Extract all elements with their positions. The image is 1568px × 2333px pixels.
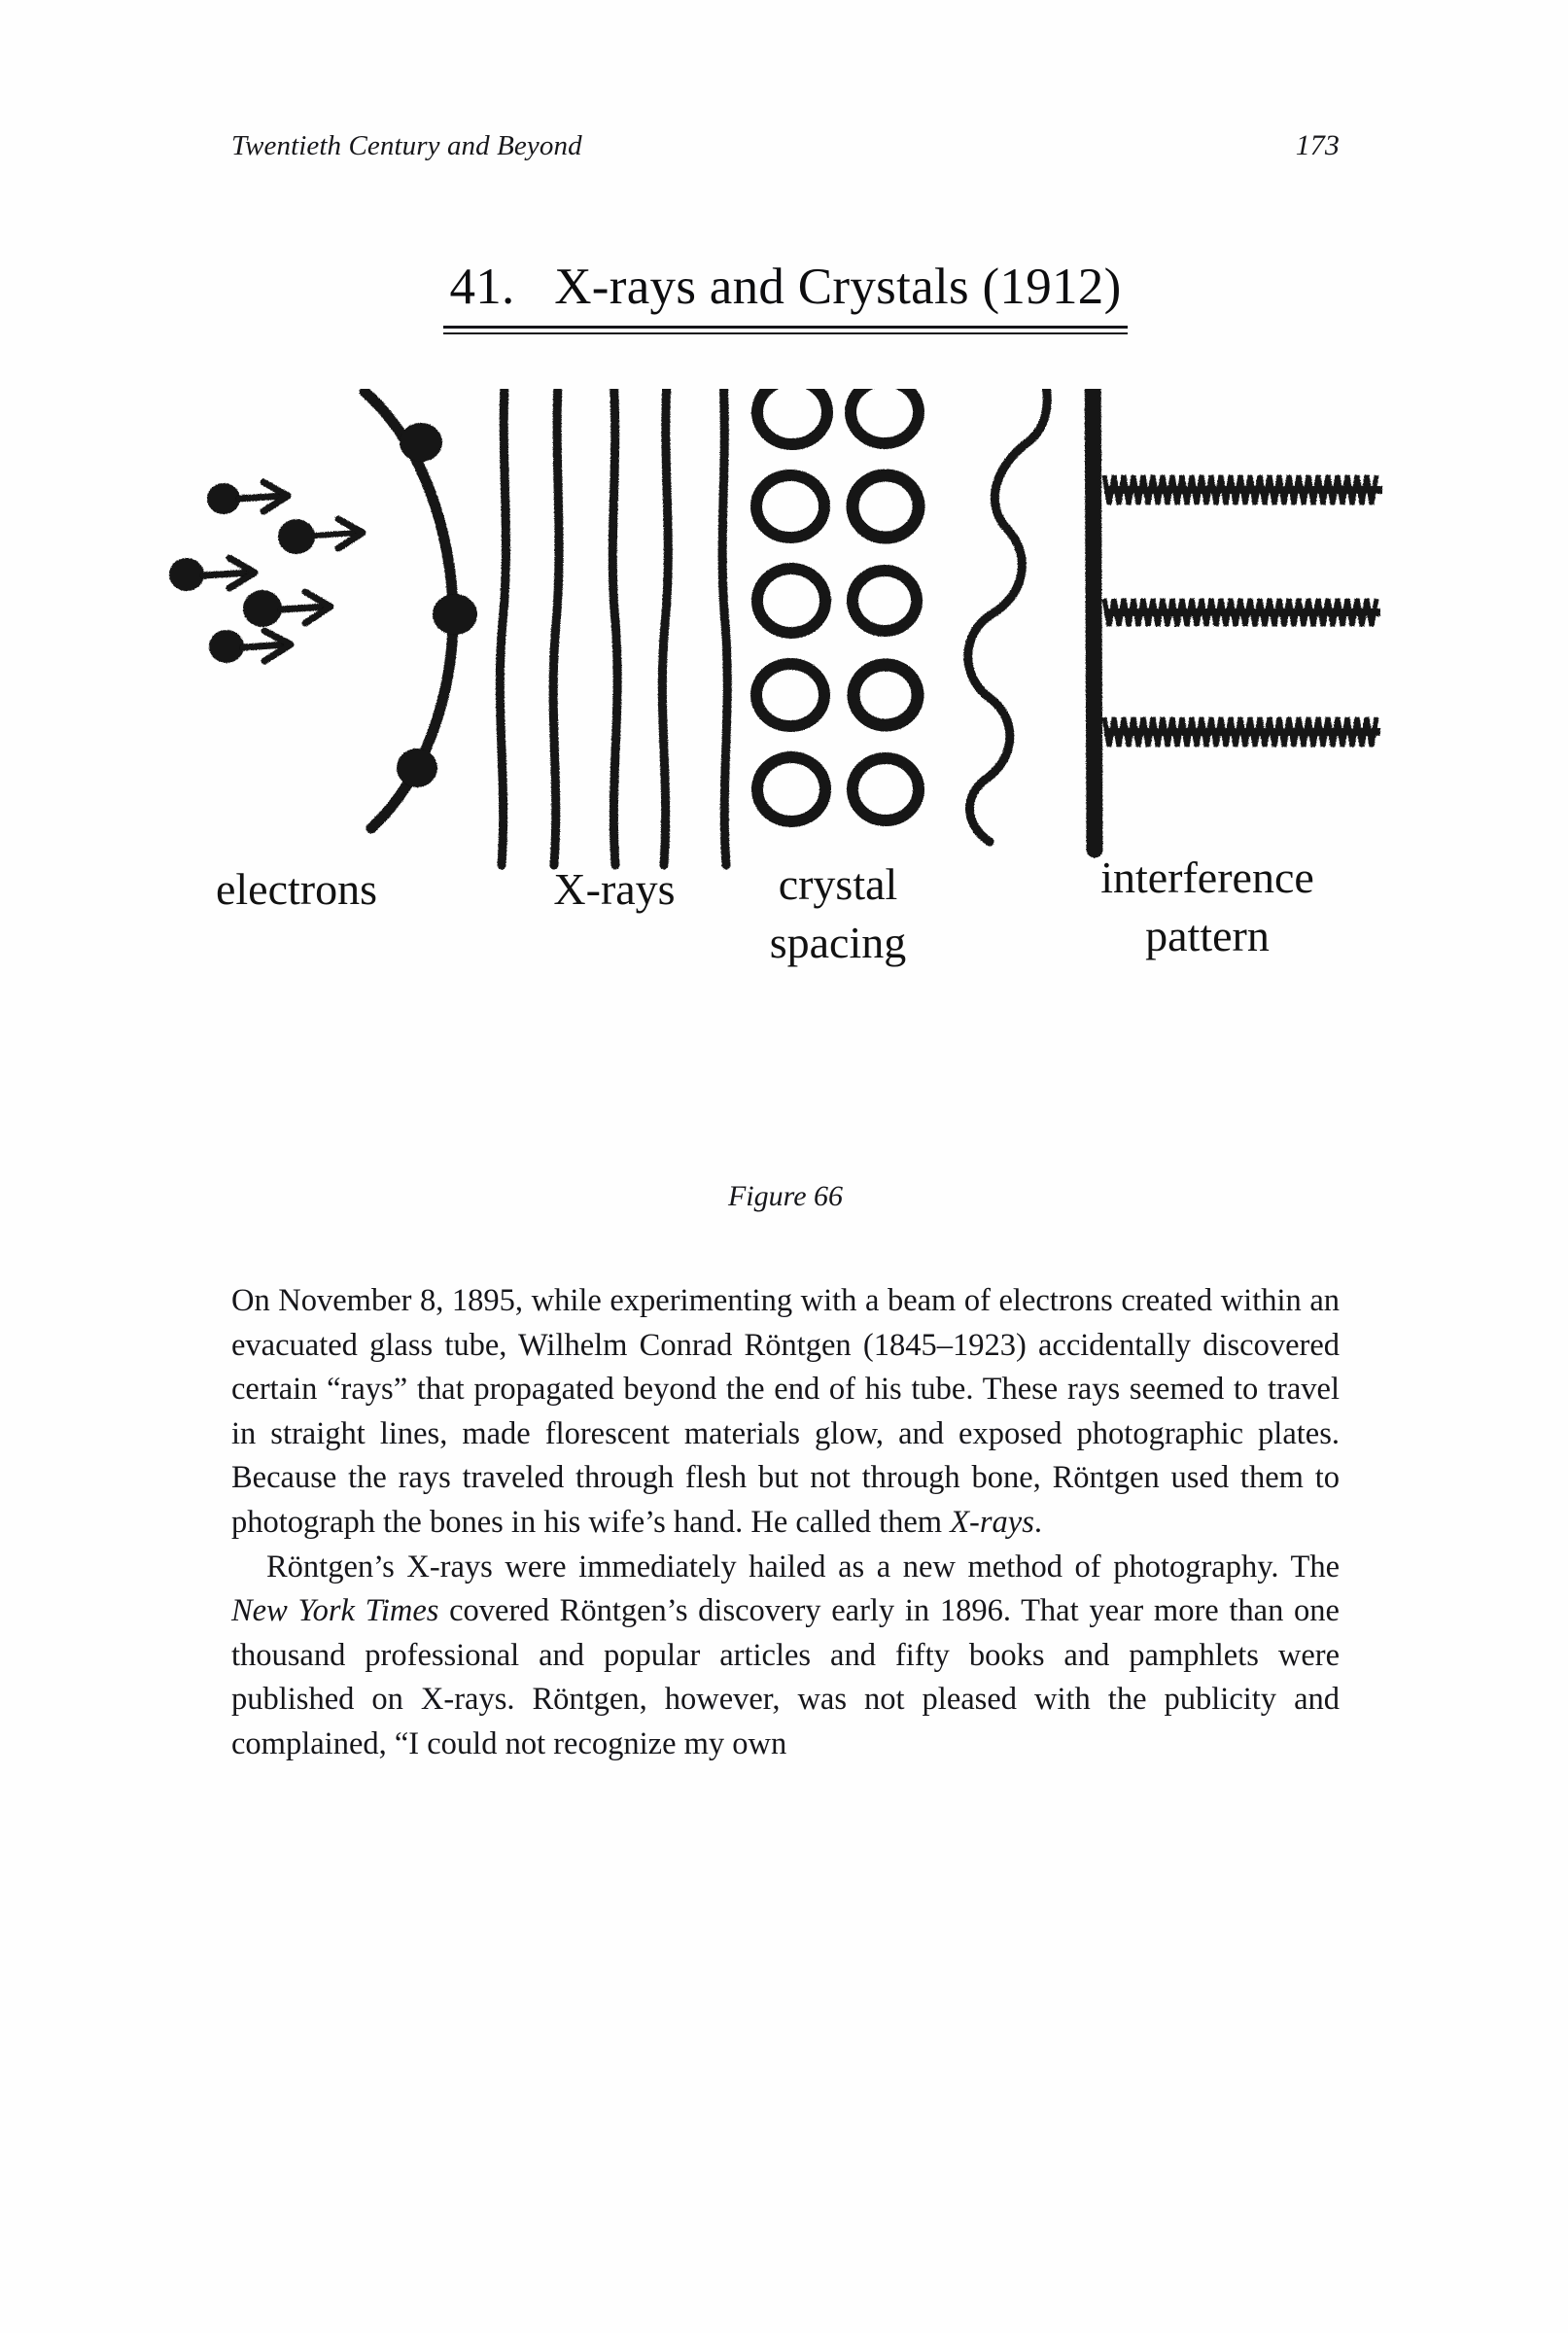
crystal-atom [853,571,917,631]
arc-dot [397,749,437,787]
page-number: 173 [1295,129,1340,161]
incident-wave [968,389,1048,842]
crystal-atom [853,475,919,538]
label-crystal-line1: crystal [778,859,898,909]
electrons-panel [169,392,477,828]
diffraction-band [1104,599,1380,626]
electron-arrow [281,607,327,609]
crystal-atom [757,569,825,633]
label-crystal-line2: spacing [769,918,907,967]
paragraph-1-text-a: On November 8, 1895, while experimenting with a beam of electrons created within an evacuated glass tube, Wilhelm Conrad Röntgen (1845–1923) accidentally discovered certain “rays” that propagated beyond the end of his tube. These rays seemed to travel in straight lines, made florescent materials glow, and exposed photographic plates. Because the rays traveled through flesh but not through bone, Röntgen used them to photograph the bones in his wife’s hand. He called them [231,1283,1340,1540]
diffraction-band [1104,475,1382,505]
xray-line [500,389,505,865]
diffraction-band [1104,717,1380,747]
chapter-title-container [231,258,1340,329]
paragraph-1 [231,1279,1340,1546]
crystal-atom [757,757,825,821]
paragraph-2-italic-term: New York Times [231,1593,439,1629]
paragraph-2-text-a: Röntgen’s X-rays were immediately hailed as a new method of photography. The [266,1549,1340,1584]
electron-dot [243,590,282,627]
arc-dot [400,423,442,462]
xray-line [662,389,668,865]
paragraph-1-italic-term: X-rays [950,1504,1034,1540]
crystal-atom [756,664,824,726]
crystal-atom [756,475,824,538]
crystal-atom [851,389,919,443]
running-head-title: Twentieth Century and Beyond [231,130,582,161]
electron-arrow [203,573,251,575]
arc-dot [433,594,477,635]
xray-line [553,389,559,865]
crystal-atom [854,665,918,725]
electron-arrow [239,496,284,499]
xray-panel [500,389,727,865]
interference-panel [968,389,1382,850]
detector-plate [1093,389,1095,850]
xray-line [722,389,727,865]
electron-dot [209,630,244,663]
electron-dot [278,519,315,554]
figure-caption: Figure 66 [727,1180,844,1212]
crystal-panel [756,389,919,821]
page-title: 41. X-rays and Crystals (1912) [443,258,1127,329]
label-interference-line1: interference [1100,853,1314,902]
label-interference-line2: pattern [1145,911,1270,960]
label-xrays: X-rays [553,864,676,914]
xray-line [612,389,617,865]
running-head [231,129,1340,162]
body-text [231,1279,1340,1767]
label-electrons: electrons [215,864,378,914]
electron-arrow [243,644,286,647]
electron-dot [169,558,204,591]
electron-dot [207,483,240,514]
crystal-atom [757,389,827,444]
figure-66 [165,389,1429,1186]
paragraph-2-text-b: covered Röntgen’s discovery early in 1896. That year more than one thousand professional and popular articles and fifty books and pamphlets were published on X-rays. Röntgen, however, was not pleased with the publicity and complained, “I could not recognize my own [231,1593,1340,1761]
paragraph-1-text-b: . [1033,1504,1042,1540]
paragraph-2 [231,1546,1340,1767]
electron-arrow [314,533,358,536]
figure-illustration [165,389,1429,1186]
crystal-atom [853,758,919,820]
